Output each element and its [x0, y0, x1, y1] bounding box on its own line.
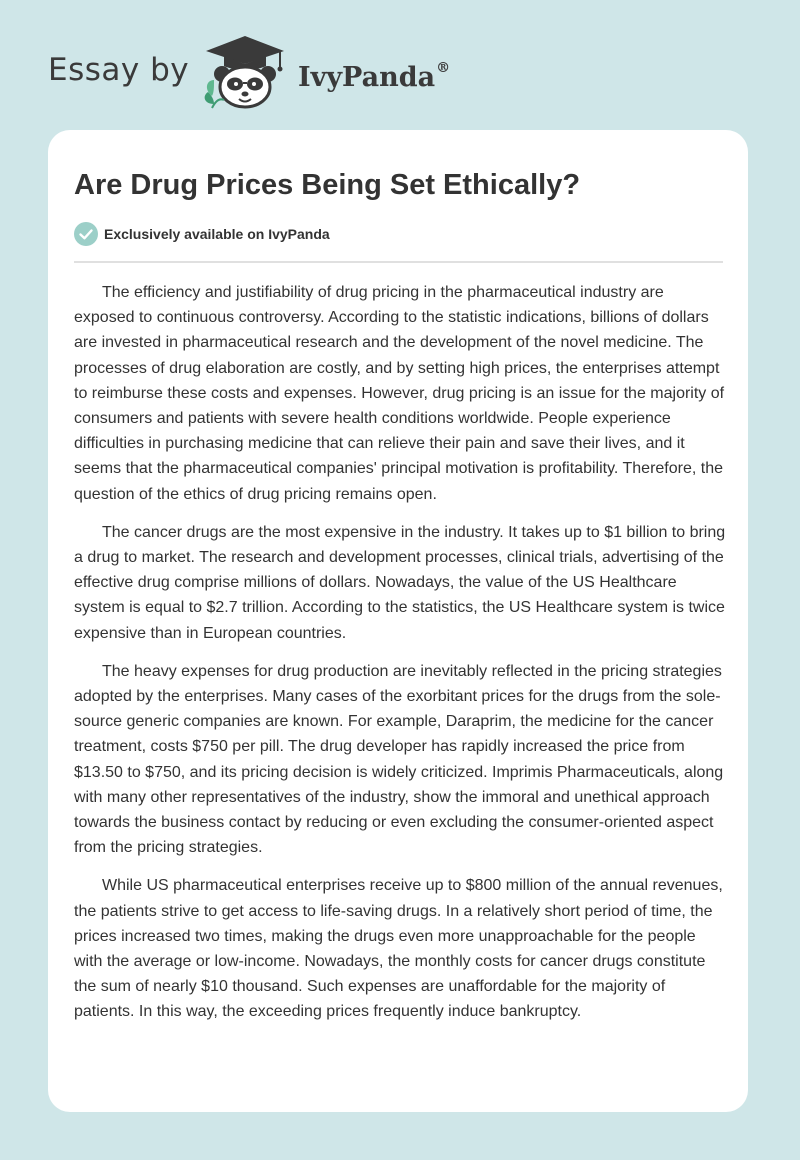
essay-paragraph: The cancer drugs are the most expensive in the industry. It takes up to $1 billion to bring a drug to market. The research and development processes, clinical trials, advertising of the effective drug comprise millions of dollars. Nowadays, the value of the US Healthcare system is equal to $2.7 trillion. According to the statistics, the US Healthcare system is twice expensive than in European countries. — [74, 523, 726, 642]
brand-name-text: IvyPanda — [298, 62, 436, 93]
exclusive-badge — [74, 222, 330, 246]
registered-mark: ® — [436, 60, 451, 76]
site-header — [0, 0, 800, 130]
page-title: Are Drug Prices Being Set Ethically? — [74, 169, 581, 201]
essay-body — [74, 280, 726, 1038]
title-divider — [74, 261, 723, 263]
essay-paragraph: While US pharmaceutical enterprises receive up to $800 million of the annual revenues, the patients strive to get access to life-saving drugs. In a relatively short period of time, the prices increased two times, making the drugs even more unapproachable for the people with the average or low-income. Nowadays, the monthly costs for cancer drugs constitute the sum of nearly $10 thousand. Such expenses are unaffordable for the majority of patients. In this way, the exceeding prices frequently induce bankruptcy. — [74, 877, 723, 1021]
essay-card — [48, 130, 748, 1112]
essay-paragraph: The heavy expenses for drug production are inevitably reflected in the pricing strategies adopted by the enterprises. Many cases of the exorbitant prices for the drugs from the sole-source generic companies are known. For example, Daraprim, the medicine for the cancer treatment, costs $750 per pill. The drug developer has rapidly increased the price from $13.50 to $750, and its pricing decision is widely criticized. Imprimis Pharmaceuticals, along with many other representatives of the industry, show the immoral and unethical approach towards the business contact by reducing or even excluding the consumer-oriented aspect from the pricing strategies. — [74, 662, 724, 857]
brand-name[interactable] — [298, 52, 450, 98]
panda-graduate-logo-icon[interactable] — [200, 34, 290, 110]
essay-paragraph: The efficiency and justifiability of drug pricing in the pharmaceutical industry are exposed to continuous controversy. According to the statistic indications, billions of dollars are invested in pharmaceutical research and the development of the novel medicine. The processes of drug elaboration are costly, and by setting high prices, the enterprises attempt to reimburse these costs and expenses. However, drug pricing is an issue for the majority of consumers and patients with severe health conditions worldwide. People experience difficulties in purchasing medicine that can relieve their pain and save their lives, and it seems that the pharmaceutical companies' principal motivation is profitability. Therefore, the question of the ethics of drug pricing remains open. — [74, 284, 725, 503]
check-circle-icon — [74, 222, 98, 246]
brand-prefix: Essay by — [48, 52, 190, 88]
exclusive-badge-label: Exclusively available on IvyPanda — [104, 226, 330, 242]
